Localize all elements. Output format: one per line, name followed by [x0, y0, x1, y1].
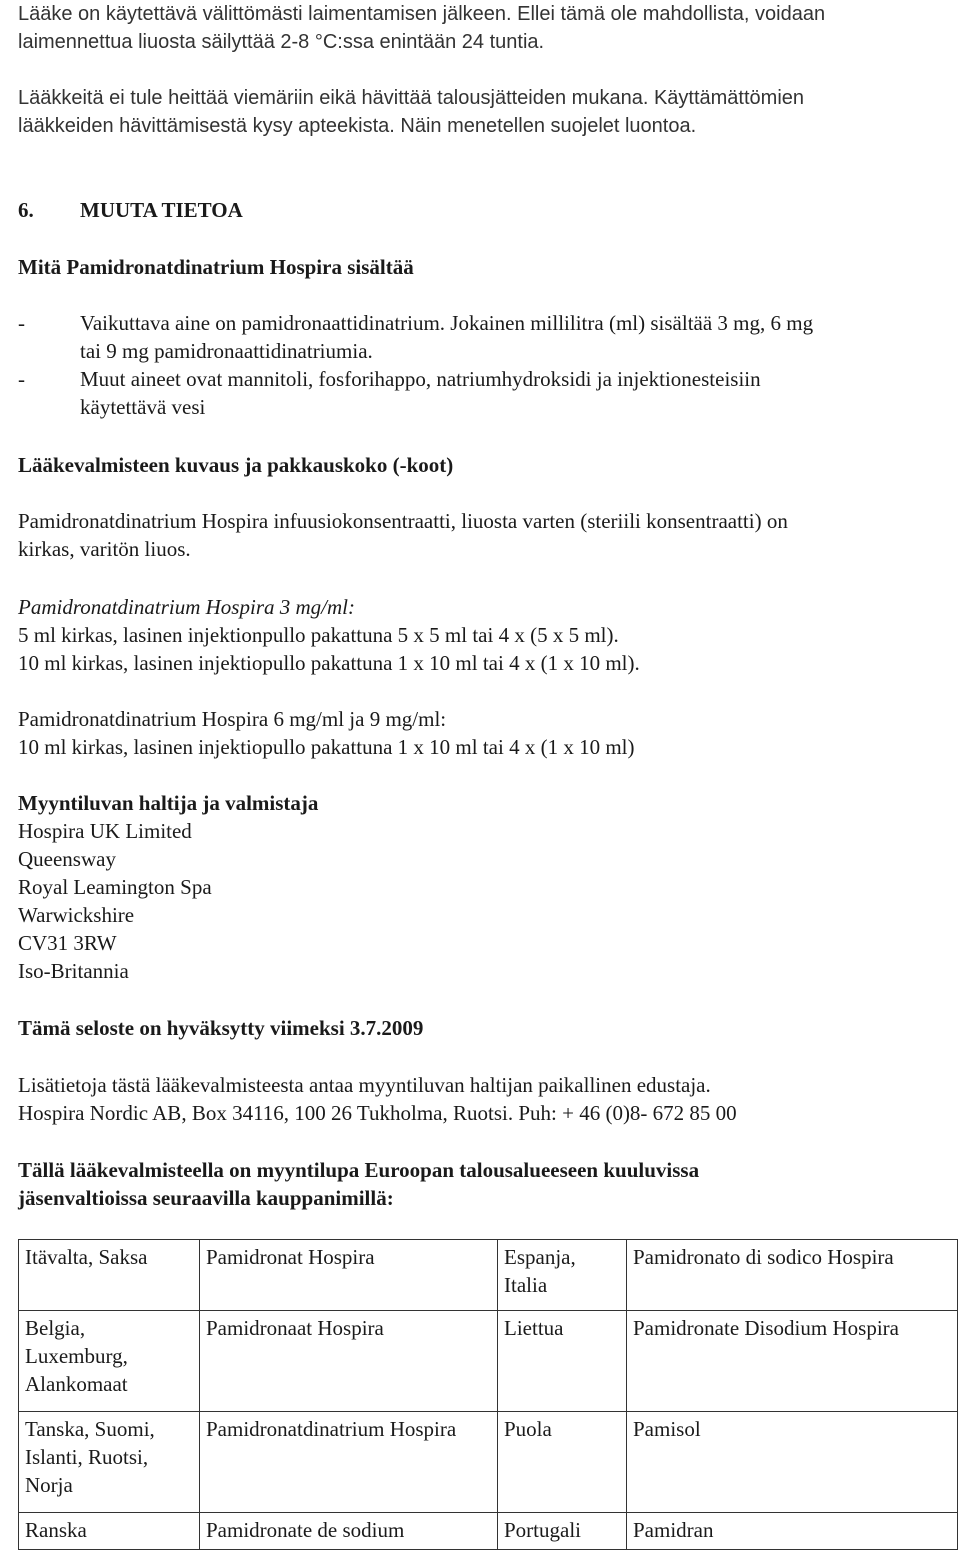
disposal-line-2: lääkkeiden hävittämisestä kysy apteekista. Näin menetellen suojelet luontoa. — [18, 115, 697, 137]
holder-address-line: Warwickshire — [18, 903, 135, 927]
trade-names-table — [18, 1239, 958, 1550]
strength-6-9mg-title: Pamidronatdinatrium Hospira 6 mg/ml ja 9 mg/ml: — [18, 707, 447, 731]
trade-name-cell: Pamidronaat Hospira — [200, 1311, 498, 1412]
table-row — [19, 1412, 958, 1513]
contact-line-2: Hospira Nordic AB, Box 34116, 100 26 Tukholma, Ruotsi. Puh: + 46 (0)8- 672 85 00 — [18, 1101, 737, 1125]
holder-block — [18, 789, 948, 985]
country-cell: Portugali — [498, 1513, 627, 1550]
strength-3mg-line-2: 10 ml kirkas, lasinen injektiopullo pakattuna 1 x 10 ml tai 4 x (1 x 10 ml). — [18, 651, 640, 675]
list-item — [18, 365, 948, 421]
description-heading: Lääkevalmisteen kuvaus ja pakkauskoko (-koot) — [18, 453, 454, 477]
trade-name-cell: Pamidronate de sodium — [200, 1513, 498, 1550]
holder-address-line: Iso-Britannia — [18, 959, 129, 983]
trade-name-cell: Pamidronate Disodium Hospira — [627, 1311, 958, 1412]
eea-line-2: jäsenvaltioissa seuraavilla kauppanimillä: — [18, 1186, 394, 1210]
table-row — [19, 1240, 958, 1311]
country-cell: Ranska — [19, 1513, 200, 1550]
excipients-line-2: käytettävä vesi — [80, 395, 206, 419]
trade-name-cell: Pamidran — [627, 1513, 958, 1550]
strength-6-9mg-block — [18, 705, 948, 761]
trade-name-cell: Pamidronato di sodico Hospira — [627, 1240, 958, 1311]
ingredients-list — [18, 309, 948, 421]
section-number: 6. — [18, 198, 34, 222]
bullet-dash: - — [18, 311, 25, 335]
contact-block — [18, 1071, 948, 1127]
bullet-dash: - — [18, 367, 25, 391]
active-ingredient-line-2: tai 9 mg pamidronaattidinatriumia. — [80, 339, 373, 363]
excipients-line-1: Muut aineet ovat mannitoli, fosforihappo, natriumhydroksidi ja injektionesteisiin — [80, 367, 761, 391]
country-cell: Itävalta, Saksa — [19, 1240, 200, 1311]
section-title: MUUTA TIETOA — [80, 198, 243, 222]
disposal-line-1: Lääkkeitä ei tule heittää viemäriin eikä hävittää talousjätteiden mukana. Käyttämättömien — [18, 87, 805, 109]
strength-3mg-block — [18, 593, 948, 677]
section-heading — [18, 196, 948, 224]
holder-address-line: CV31 3RW — [18, 931, 117, 955]
eea-heading — [18, 1156, 948, 1212]
holder-address-line: Royal Leamington Spa — [18, 875, 212, 899]
trade-name-cell: Pamidronat Hospira — [200, 1240, 498, 1311]
approval-date: Tämä seloste on hyväksytty viimeksi 3.7.2009 — [18, 1016, 424, 1040]
strength-3mg-title: Pamidronatdinatrium Hospira 3 mg/ml: — [18, 595, 355, 619]
contact-line-1: Lisätietoja tästä lääkevalmisteesta antaa myyntiluvan haltijan paikallinen edustaja. — [18, 1073, 711, 1097]
storage-line-1: Lääke on käytettävä välittömästi laimentamisen jälkeen. Ellei tämä ole mahdollista, voidaan — [18, 3, 826, 25]
holder-heading: Myyntiluvan haltija ja valmistaja — [18, 791, 319, 815]
country-cell: Belgia, Luxemburg, Alankomaat — [19, 1311, 200, 1412]
table-row — [19, 1311, 958, 1412]
strength-6-9mg-line-1: 10 ml kirkas, lasinen injektiopullo pakattuna 1 x 10 ml tai 4 x (1 x 10 ml) — [18, 735, 635, 759]
eea-line-1: Tällä lääkevalmisteella on myyntilupa Euroopan talousalueeseen kuuluvissa — [18, 1158, 700, 1182]
country-cell: Espanja, Italia — [498, 1240, 627, 1311]
active-ingredient-line-1: Vaikuttava aine on pamidronaattidinatrium. Jokainen millilitra (ml) sisältää 3 mg, 6 mg — [80, 311, 814, 335]
trade-name-cell: Pamisol — [627, 1412, 958, 1513]
holder-address-line: Hospira UK Limited — [18, 819, 192, 843]
description-line-2: kirkas, varitön liuos. — [18, 537, 191, 561]
country-cell: Liettua — [498, 1311, 627, 1412]
contents-subtitle: Mitä Pamidronatdinatrium Hospira sisältää — [18, 255, 414, 279]
country-cell: Puola — [498, 1412, 627, 1513]
storage-line-2: laimennettua liuosta säilyttää 2-8 °C:ssa enintään 24 tuntia. — [18, 31, 545, 53]
list-item — [18, 309, 948, 365]
storage-paragraph — [18, 0, 948, 56]
holder-address-line: Queensway — [18, 847, 116, 871]
description-line-1: Pamidronatdinatrium Hospira infuusiokonsentraatti, liuosta varten (steriili konsentraatti) on — [18, 509, 788, 533]
strength-3mg-line-1: 5 ml kirkas, lasinen injektionpullo pakattuna 5 x 5 ml tai 4 x (5 x 5 ml). — [18, 623, 619, 647]
disposal-paragraph — [18, 84, 948, 140]
country-cell: Tanska, Suomi, Islanti, Ruotsi, Norja — [19, 1412, 200, 1513]
table-row — [19, 1513, 958, 1550]
description-paragraph — [18, 507, 948, 563]
trade-name-cell: Pamidronatdinatrium Hospira — [200, 1412, 498, 1513]
